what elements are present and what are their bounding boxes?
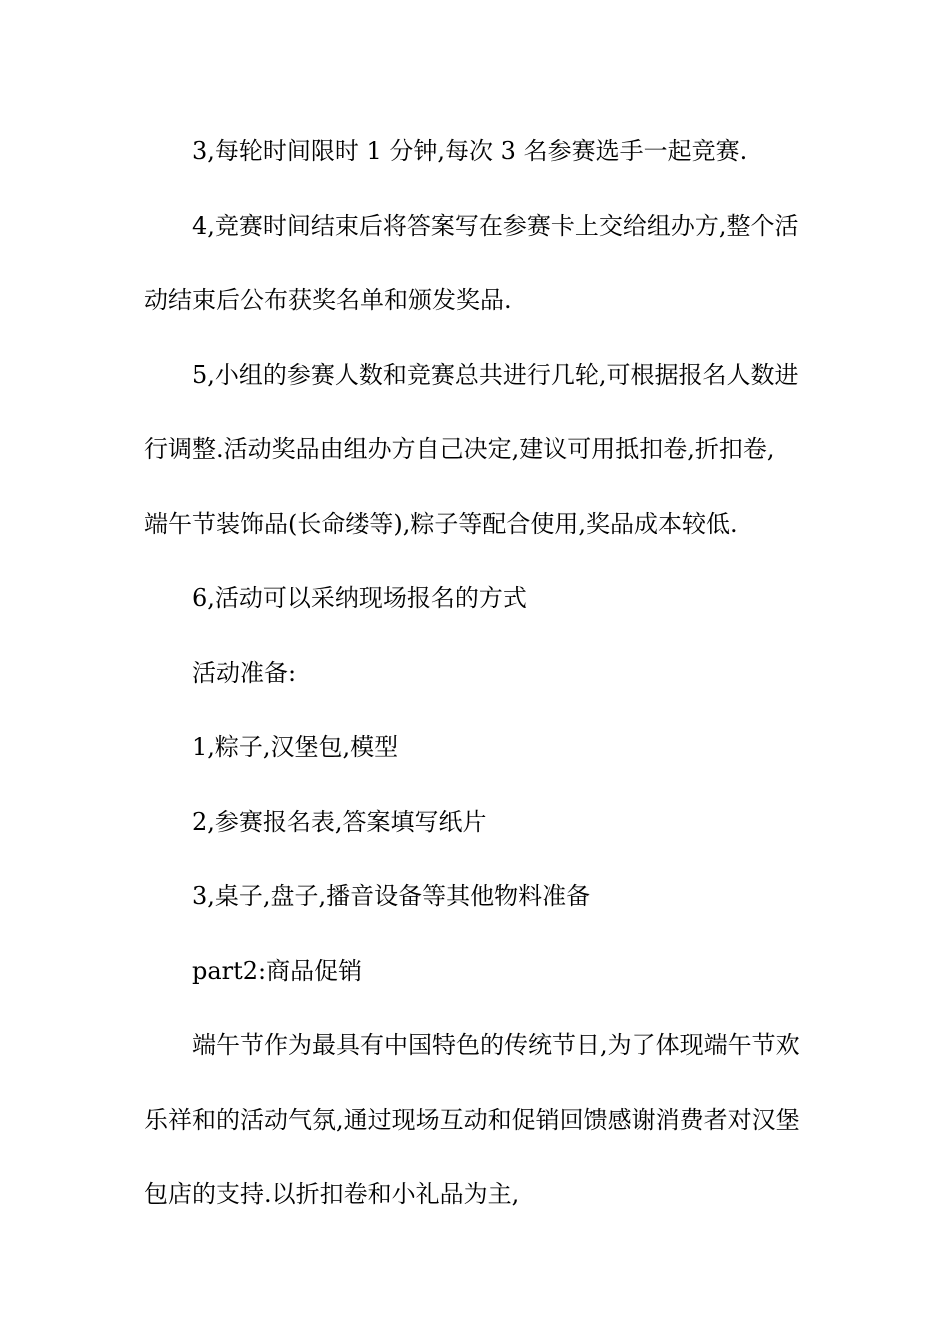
paragraph-line: 端午节作为最具有中国特色的传统节日,为了体现端午节欢 <box>192 1031 800 1059</box>
paragraph-line: 3,每轮时间限时 1 分钟,每次 3 名参赛选手一起竞赛. <box>192 137 748 165</box>
paragraph-line: 包店的支持.以折扣卷和小礼品为主, <box>144 1180 520 1208</box>
list-item: 2,参赛报名表,答案填写纸片 <box>192 808 487 836</box>
paragraph-line: 6,活动可以采纳现场报名的方式 <box>192 584 527 612</box>
paragraph-line: 动结束后公布获奖名单和颁发奖品. <box>144 286 512 314</box>
section-heading: 活动准备: <box>192 659 297 687</box>
paragraph-line: 4,竞赛时间结束后将答案写在参赛卡上交给组办方,整个活 <box>192 212 799 240</box>
section-heading: part2:商品促销 <box>192 957 363 985</box>
paragraph-line: 乐祥和的活动气氛,通过现场互动和促销回馈感谢消费者对汉堡 <box>144 1106 800 1134</box>
paragraph-line: 5,小组的参赛人数和竞赛总共进行几轮,可根据报名人数进 <box>192 361 799 389</box>
paragraph-line: 行调整.活动奖品由组办方自己决定,建议可用抵扣卷,折扣卷, <box>144 435 775 463</box>
list-item: 1,粽子,汉堡包,模型 <box>192 733 399 761</box>
list-item: 3,桌子,盘子,播音设备等其他物料准备 <box>192 882 591 910</box>
paragraph-line: 端午节装饰品(长命缕等),粽子等配合使用,奖品成本较低. <box>144 510 738 538</box>
